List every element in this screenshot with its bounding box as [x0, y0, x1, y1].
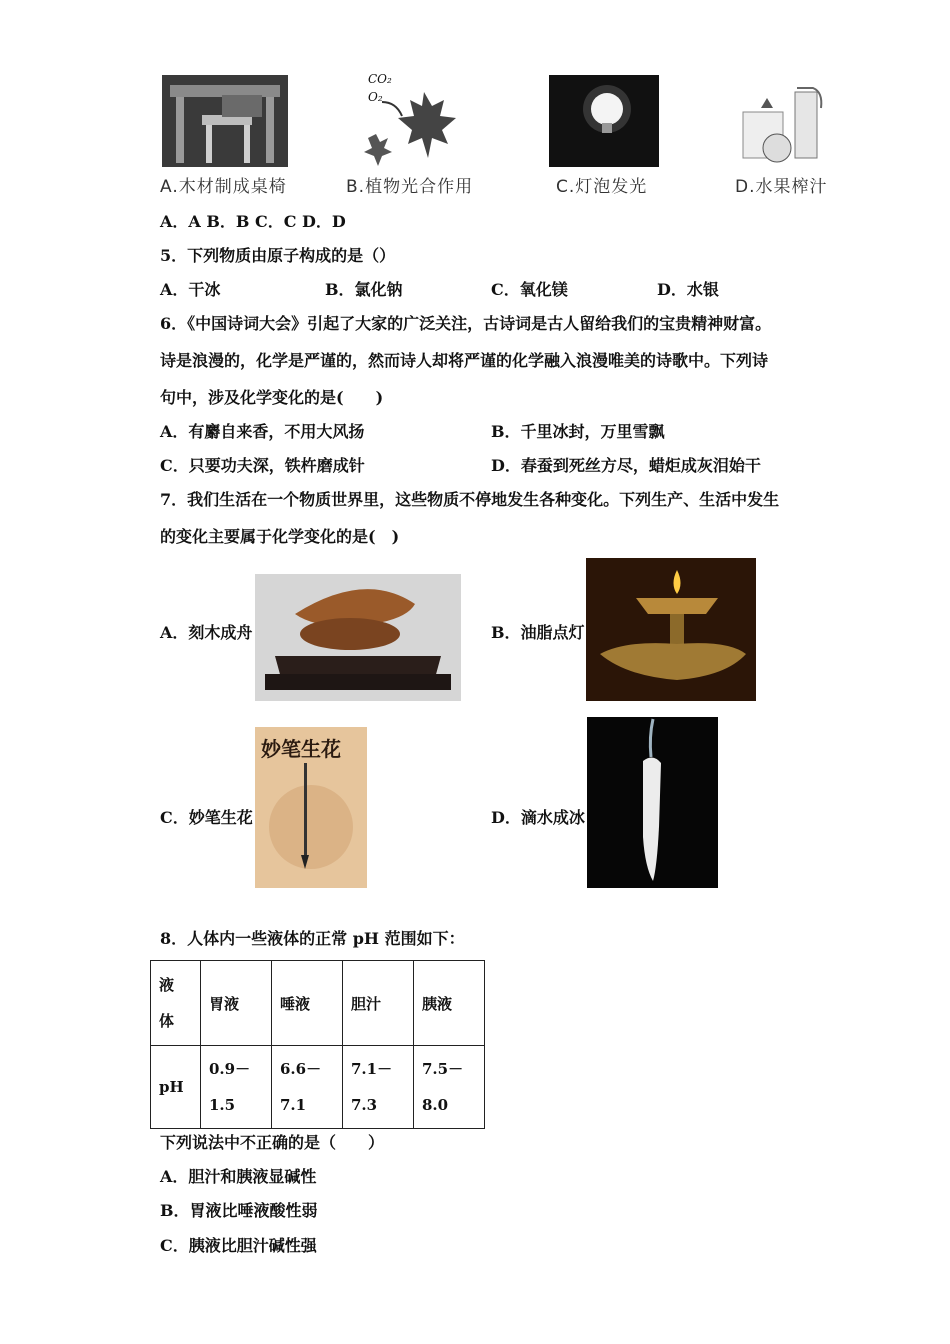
q8-option-a: A．胆汁和胰液显碱性: [160, 1167, 317, 1186]
header-saliva: 唾液: [272, 961, 343, 1046]
image-icicle: [587, 717, 718, 888]
q5-option-c: C．氧化镁: [491, 280, 568, 299]
caption-d-juicer: D.水果榨汁: [735, 177, 828, 197]
table-row-ph: [151, 1046, 485, 1129]
q6-stem-line-1: 6．《中国诗词大会》引起了大家的广泛关注，古诗词是古人留给我们的宝贵精神财富。: [160, 314, 772, 333]
q5-option-b: B．氯化钠: [325, 280, 403, 299]
table-header-row: [151, 961, 485, 1046]
q8-stem: 8．人体内一些液体的正常 pH 范围如下：: [160, 929, 465, 948]
q8-option-c: C．胰液比胆汁碱性强: [160, 1236, 317, 1255]
row-label-ph: pH: [151, 1046, 201, 1129]
q7-option-d: D．滴水成冰: [491, 808, 585, 827]
header-gastric: 胃液: [201, 961, 272, 1046]
q6-stem-line-2: 诗是浪漫的，化学是严谨的，然而诗人却将严谨的化学融入浪漫唯美的诗歌中。下列诗: [160, 351, 769, 370]
cell-saliva-max: 7.1: [280, 1096, 307, 1114]
image-oil-lamp: [586, 558, 756, 701]
q7-stem-line-2: 的变化主要属于化学变化的是( ): [160, 527, 400, 546]
q5-stem: 5．下列物质由原子构成的是（）: [160, 246, 396, 265]
q7-option-a: A．刻木成舟: [160, 623, 253, 642]
cell-saliva: [272, 1046, 343, 1129]
cell-pancreatic: [414, 1046, 485, 1129]
cell-pancreatic-max: 8.0: [422, 1096, 449, 1114]
q6-option-d: D．春蚕到死丝方尽，蜡炬成灰泪始干: [491, 456, 761, 475]
q4-answer-options: A．A B．B C．C D．D: [160, 212, 346, 231]
ph-table: [150, 960, 485, 1129]
cell-gastric-max: 1.5: [209, 1096, 236, 1114]
cell-gastric-min: 0.9－: [209, 1060, 251, 1078]
q8-question: 下列说法中不正确的是（ ）: [160, 1133, 385, 1152]
cell-pancreatic-min: 7.5－: [422, 1060, 464, 1078]
caption-a-furniture: A.木材制成桌椅: [160, 177, 287, 197]
cell-saliva-min: 6.6－: [280, 1060, 322, 1078]
caption-b-photosynthesis: B.植物光合作用: [346, 177, 474, 197]
poster-title: 妙笔生花: [261, 737, 341, 761]
cell-gastric: [201, 1046, 272, 1129]
q6-option-b: B．千里冰封，万里雪飘: [491, 422, 665, 441]
q7-stem-line-1: 7．我们生活在一个物质世界里，这些物质不停地发生各种变化。下列生产、生活中发生: [160, 490, 780, 509]
image-photosynthesis: [362, 72, 462, 172]
cell-bile: [343, 1046, 414, 1129]
image-furniture: [162, 75, 288, 167]
header-pancreatic: 胰液: [414, 961, 485, 1046]
header-bile: 胆汁: [343, 961, 414, 1046]
image-juicer: [737, 78, 833, 166]
q7-option-c: C．妙笔生花: [160, 808, 253, 827]
cell-bile-max: 7.3: [351, 1096, 378, 1114]
q5-option-a: A．干冰: [160, 280, 221, 299]
image-light-bulb: [549, 75, 659, 167]
q6-option-a: A．有麝自来香，不用大风扬: [160, 422, 365, 441]
co2-label: CO₂: [368, 72, 392, 86]
o2-label: O₂: [368, 90, 383, 104]
caption-c-light-bulb: C.灯泡发光: [556, 177, 648, 197]
q5-option-d: D．水银: [657, 280, 719, 299]
cell-bile-min: 7.1－: [351, 1060, 393, 1078]
header-liquid-label: 液体: [159, 976, 175, 1030]
image-carved-walnut-boat: [255, 574, 461, 701]
image-miao-bi-sheng-hua-poster: [255, 727, 367, 888]
header-liquid: [151, 961, 201, 1046]
q8-option-b: B．胃液比唾液酸性弱: [160, 1201, 318, 1220]
q7-option-b: B．油脂点灯: [491, 623, 585, 642]
q6-option-c: C．只要功夫深，铁杵磨成针: [160, 456, 365, 475]
q6-stem-line-3: 句中，涉及化学变化的是( ): [160, 388, 384, 407]
